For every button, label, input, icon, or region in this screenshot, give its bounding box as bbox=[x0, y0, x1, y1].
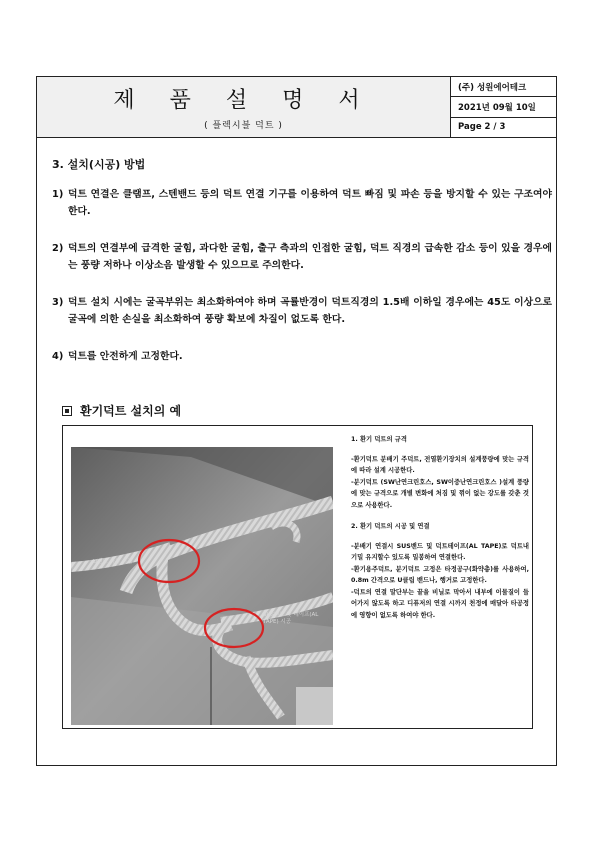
install-section bbox=[52, 156, 552, 379]
example-title-text: 환기덕트 설치의 예 bbox=[80, 404, 182, 418]
document-title: 제 품 설 명 서 bbox=[113, 88, 374, 113]
document-subtitle: ( 플렉시블 덕트 ) bbox=[204, 121, 283, 131]
document-date: 2021년 09월 10일 bbox=[451, 97, 556, 117]
step-item bbox=[52, 186, 552, 220]
spec-item: -환기덕트 분배기 주덕트, 전열환기장치의 설계풍량에 맞는 규격에 따라 설계 시공한다. bbox=[351, 455, 529, 474]
step-item bbox=[52, 240, 552, 274]
page-number: Page 2 / 3 bbox=[458, 122, 506, 133]
spec-text bbox=[351, 432, 529, 621]
spec-item: -분기덕트 (SW난연크린호스, SW이중난연크린호스 )설계 풍량에 맞는 규격으로 개별 변화에 처짐 및 꺾이 없는 강도를 갖춘 것으로 사용한다. bbox=[351, 478, 529, 509]
photo-callout: SUS밴드 및 테이프(AL TAPE) 시공 bbox=[263, 612, 319, 625]
company-name: (주) 성원에어테크 bbox=[451, 77, 556, 97]
step-text: 덕트 연결은 클램프, 스텐밴드 등의 덕트 연결 기구를 이용하여 덕트 빠짐 및 파손 등을 방지할 수 있는 구조여야 한다. bbox=[68, 189, 552, 217]
step-text: 덕트를 안전하게 고정한다. bbox=[68, 351, 183, 362]
step-number: 1) bbox=[52, 189, 64, 200]
duct-installation-illustration bbox=[71, 447, 333, 725]
step-item bbox=[52, 294, 552, 328]
step-text: 덕트 설치 시에는 굴곡부위는 최소화하여야 하며 곡률반경이 덕트직경의 1.5배 이하일 경우에는 45도 이상으로 굴곡에 의한 손실을 최소화하여 풍량 확보에 차질이 없도록 한다. bbox=[68, 297, 552, 325]
example-title bbox=[62, 402, 181, 419]
section-title: 3. 설치(시공) 방법 bbox=[52, 158, 146, 171]
header-info bbox=[451, 77, 556, 137]
example-box bbox=[62, 425, 533, 729]
photo-callout: U밴드 사용 시점 bbox=[93, 559, 133, 565]
spec-item: -분배기 연결시 SUS밴드 및 덕트테이프(AL TAPE)로 덕트내 기밀 유지할수 있도록 밀봉하여 연결한다. bbox=[351, 542, 529, 561]
spec-item: -환기용주덕트, 분기덕트 고정은 타정공구(화약총)를 사용하여, 0.8m 간격으로 U클립 밴드나, 행거로 고정한다. bbox=[351, 565, 529, 584]
step-item bbox=[52, 348, 552, 365]
step-number: 2) bbox=[52, 243, 64, 254]
spec-heading: 1. 환기 덕트의 규격 bbox=[351, 436, 407, 443]
spec-item: -덕트의 연결 말단부는 끝을 비닐로 막아서 내부에 이물질이 들어가지 않도록 하고 디퓨저의 연결 시까지 천정에 매달아 타공정에 영향이 없도록 하여야 한다. bbox=[351, 588, 529, 619]
step-number: 3) bbox=[52, 297, 64, 308]
square-bullet-icon bbox=[62, 406, 72, 416]
step-number: 4) bbox=[52, 351, 64, 362]
document-header bbox=[36, 76, 557, 138]
installation-photo bbox=[71, 447, 333, 725]
header-title-cell bbox=[37, 77, 451, 137]
spec-heading: 2. 환기 덕트의 시공 및 연결 bbox=[351, 523, 430, 530]
step-text: 덕트의 연결부에 급격한 굴힘, 과다한 굴힘, 출구 측과의 인접한 굴힘, 덕트 직경의 급속한 감소 등이 있을 경우에는 풍량 저하나 이상소음 발생할 수 있으므로 주의한다. bbox=[68, 243, 552, 271]
